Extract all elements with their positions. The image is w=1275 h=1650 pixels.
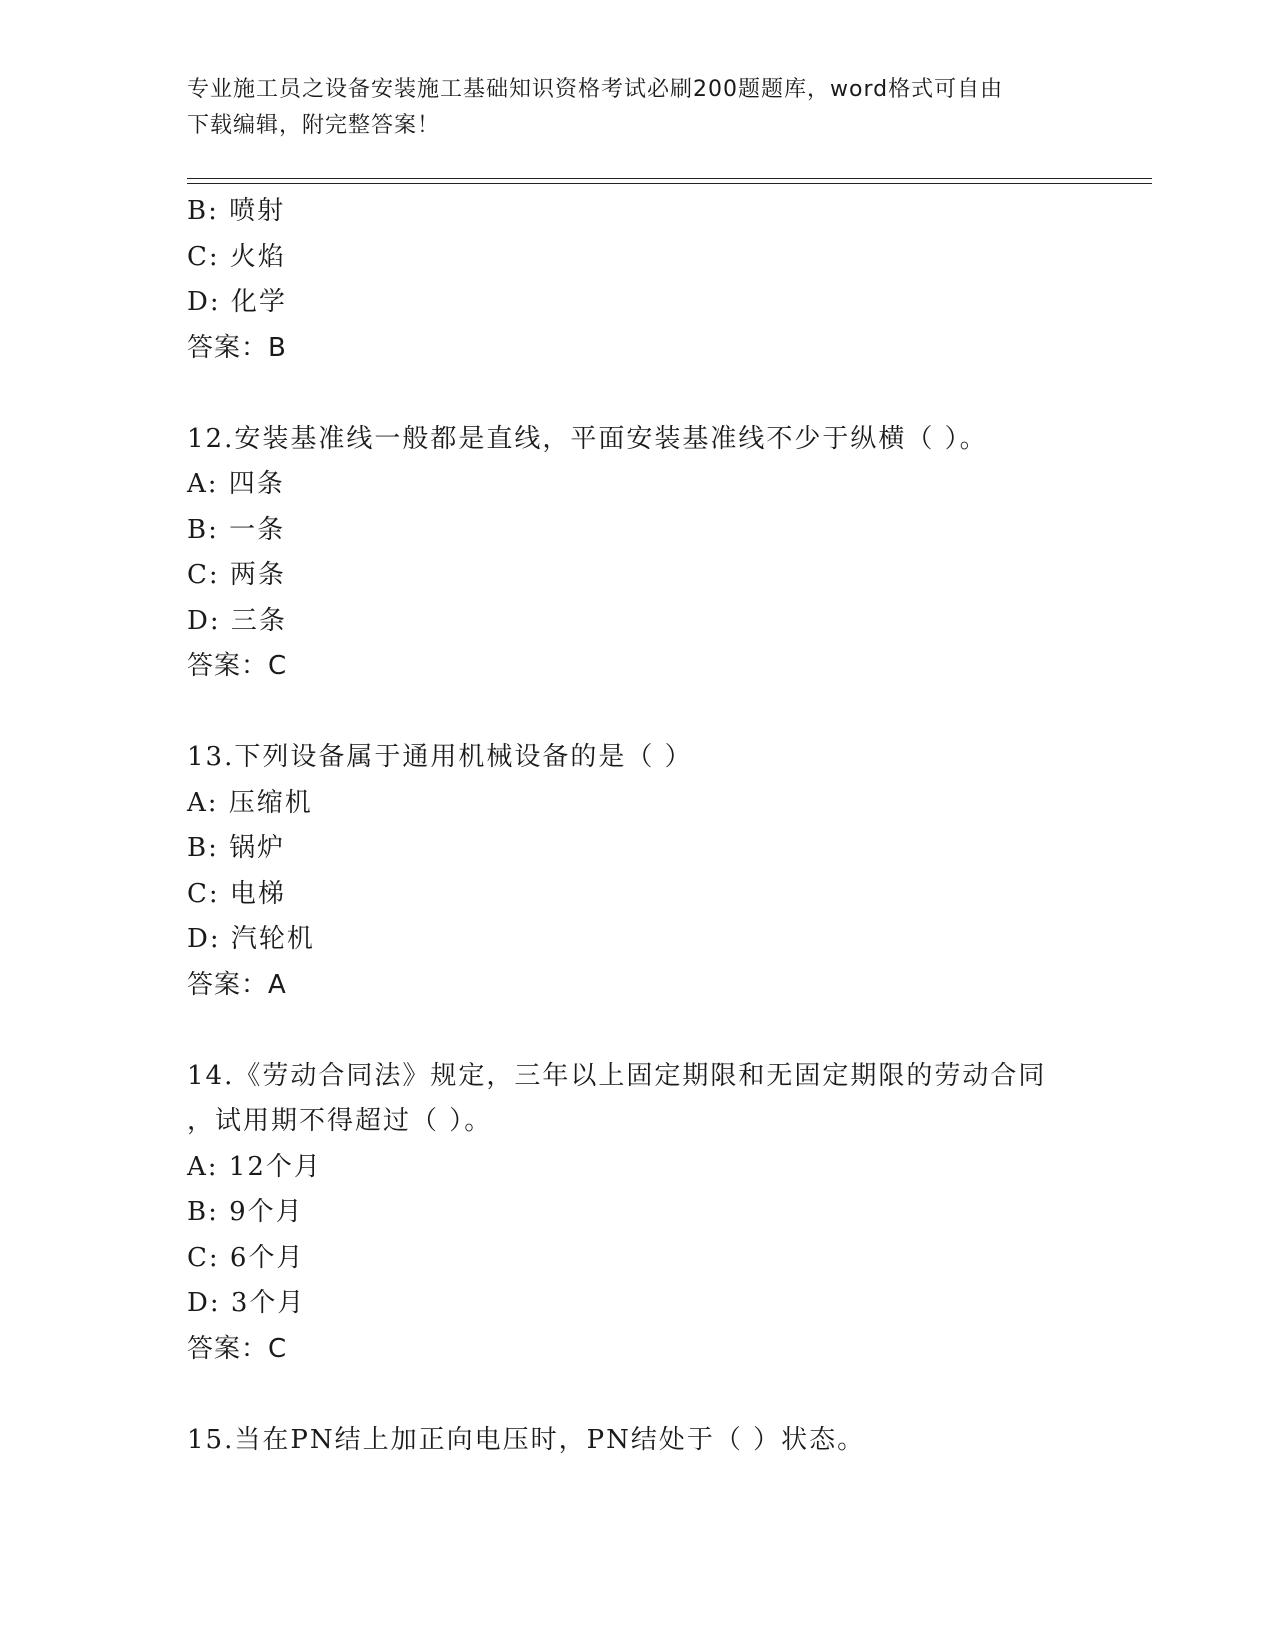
header-rule-bottom	[187, 183, 1152, 184]
answer-option: B: 一条	[187, 514, 286, 545]
question-text: 12.安装基准线一般都是直线，平面安装基准线不少于纵横（ ）。	[187, 423, 988, 454]
answer-option: D: 化学	[187, 287, 287, 317]
document-header	[187, 72, 1067, 144]
answer-key: 答案：A	[187, 969, 287, 1000]
answer-option: C: 6个月	[187, 1242, 305, 1273]
question-block	[187, 417, 1087, 690]
answer-option: A: 四条	[187, 469, 285, 499]
block-spacer	[187, 690, 1087, 736]
answer-option: C: 火焰	[187, 241, 286, 272]
question-text: 13.下列设备属于通用机械设备的是（ ）	[187, 742, 693, 772]
question-text: 15.当在PN结上加正向电压时，PN结处于（ ）状态。	[187, 1424, 866, 1455]
answer-option: D: 3个月	[187, 1288, 306, 1318]
question-text: ，试用期不得超过（ ）。	[187, 1106, 493, 1136]
answer-option: B: 9个月	[187, 1197, 304, 1227]
question-block	[187, 735, 1087, 1008]
question-list	[187, 189, 1087, 1463]
answer-option: C: 两条	[187, 560, 286, 590]
answer-key: 答案：C	[187, 651, 288, 681]
answer-option: B: 喷射	[187, 196, 286, 226]
answer-option: D: 三条	[187, 605, 287, 636]
header-rule-top	[187, 178, 1152, 179]
answer-option: A: 压缩机	[187, 787, 313, 818]
block-spacer	[187, 371, 1087, 417]
answer-option: A: 12个月	[187, 1151, 322, 1182]
answer-option: C: 电梯	[187, 878, 286, 909]
answer-key: 答案：C	[187, 1333, 288, 1364]
block-spacer	[187, 1008, 1087, 1054]
block-spacer	[187, 1372, 1087, 1418]
question-text: 14.《劳动合同法》规定，三年以上固定期限和无固定期限的劳动合同	[187, 1060, 1047, 1091]
answer-key: 答案：B	[187, 332, 287, 363]
answer-option: B: 锅炉	[187, 833, 286, 863]
question-block	[187, 1054, 1087, 1373]
header-line-2: 下载编辑，附完整答案！	[187, 113, 441, 138]
header-line-1: 专业施工员之设备安装施工基础知识资格考试必刷200题题库，word格式可自由	[187, 77, 1004, 102]
question-block	[187, 189, 1087, 371]
answer-option: D: 汽轮机	[187, 924, 315, 954]
question-block	[187, 1418, 1087, 1464]
